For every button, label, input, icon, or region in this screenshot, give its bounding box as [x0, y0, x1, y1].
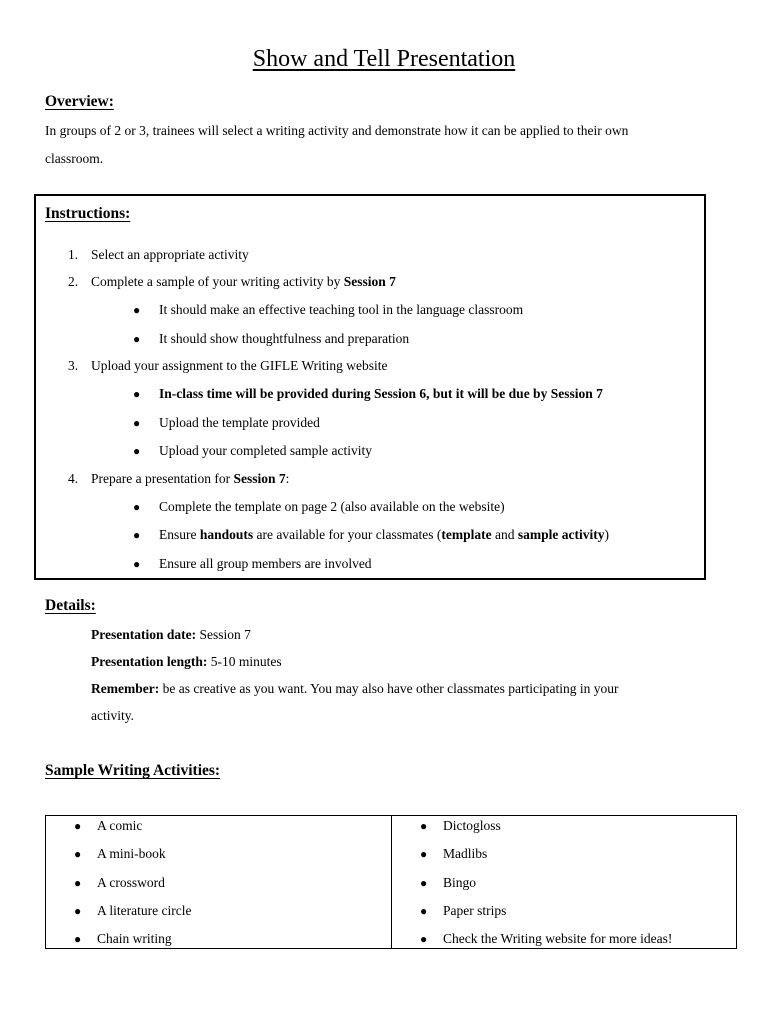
- sub-item: Complete the template on page 2 (also available on the website): [159, 499, 505, 514]
- sub-item-important: In-class time will be provided during Session 6, but it will be due by Session 7: [159, 386, 603, 401]
- overview-heading: Overview:: [45, 93, 114, 110]
- item-text: and: [491, 527, 518, 542]
- bullet-icon: ●: [74, 932, 82, 946]
- overview-line-2: classroom.: [45, 151, 104, 166]
- sub-item: [159, 527, 609, 543]
- bullet-icon: ●: [133, 332, 141, 346]
- item-number: 2.: [68, 274, 79, 289]
- detail-label: Remember:: [91, 681, 160, 696]
- bullet-icon: ●: [420, 904, 428, 918]
- sub-item: It should make an effective teaching tool in the language classroom: [159, 302, 524, 317]
- instruction-item-2: [91, 274, 396, 290]
- item-number: 1.: [68, 247, 79, 262]
- sub-item: It should show thoughtfulness and preparation: [159, 331, 410, 346]
- instruction-item-4: [91, 471, 289, 487]
- bullet-icon: ●: [133, 387, 141, 401]
- detail-value: be as creative as you want. You may also have other classmates participating in your: [159, 681, 619, 696]
- table-divider: [391, 816, 392, 948]
- item-text: are available for your classmates (: [253, 527, 442, 542]
- instructions-heading: Instructions:: [45, 205, 131, 222]
- bullet-icon: ●: [74, 904, 82, 918]
- presentation-date: [91, 627, 251, 643]
- details-heading: Details:: [45, 597, 96, 614]
- item-bold-text: Session 7: [233, 471, 286, 486]
- list-item: A comic: [97, 818, 143, 833]
- bullet-icon: ●: [420, 847, 428, 861]
- bullet-icon: ●: [133, 528, 141, 542]
- sub-item: Upload the template provided: [159, 415, 320, 430]
- list-item: A literature circle: [97, 903, 192, 918]
- item-bold-text: handouts: [199, 527, 254, 542]
- detail-value: 5-10 minutes: [207, 654, 282, 669]
- detail-label: Presentation length:: [91, 654, 208, 669]
- samples-heading: Sample Writing Activities:: [45, 762, 221, 779]
- list-item: Check the Writing website for more ideas!: [443, 931, 673, 946]
- presentation-length: [91, 654, 282, 670]
- list-item: Bingo: [443, 875, 477, 890]
- bullet-icon: ●: [420, 876, 428, 890]
- page-title: Show and Tell Presentation: [252, 46, 516, 72]
- bullet-icon: ●: [420, 819, 428, 833]
- list-item: Madlibs: [443, 846, 488, 861]
- detail-label: Presentation date:: [91, 627, 197, 642]
- item-text: Ensure: [159, 527, 200, 542]
- bullet-icon: ●: [420, 932, 428, 946]
- bullet-icon: ●: [133, 444, 141, 458]
- list-item: A mini-book: [97, 846, 166, 861]
- item-bold-text: sample activity: [517, 527, 605, 542]
- list-item: Chain writing: [97, 931, 172, 946]
- remember-note-cont: activity.: [91, 708, 134, 723]
- item-text: ): [604, 527, 609, 542]
- list-item: Dictogloss: [443, 818, 501, 833]
- bullet-icon: ●: [133, 557, 141, 571]
- item-bold-text: template: [441, 527, 492, 542]
- bullet-icon: ●: [133, 303, 141, 317]
- item-text: :: [285, 471, 290, 486]
- item-number: 4.: [68, 471, 79, 486]
- detail-value: Session 7: [196, 627, 251, 642]
- instruction-item-1: Select an appropriate activity: [91, 247, 249, 262]
- sub-item: Upload your completed sample activity: [159, 443, 372, 458]
- instruction-item-3: Upload your assignment to the GIFLE Writing website: [91, 358, 388, 373]
- overview-text: [45, 117, 725, 173]
- remember-note: [91, 681, 618, 697]
- bullet-icon: ●: [74, 876, 82, 890]
- sub-item: Ensure all group members are involved: [159, 556, 372, 571]
- overview-line-1: In groups of 2 or 3, trainees will select a writing activity and demonstrate how it can be applied to their own: [45, 123, 629, 138]
- bullet-icon: ●: [133, 416, 141, 430]
- bullet-icon: ●: [133, 500, 141, 514]
- item-bold-text: Session 7: [343, 274, 396, 289]
- list-item: A crossword: [97, 875, 165, 890]
- bullet-icon: ●: [74, 819, 82, 833]
- item-text: Prepare a presentation for: [91, 471, 234, 486]
- list-item: Paper strips: [443, 903, 507, 918]
- item-text: Complete a sample of your writing activity by: [91, 274, 344, 289]
- bullet-icon: ●: [74, 847, 82, 861]
- item-number: 3.: [68, 358, 79, 373]
